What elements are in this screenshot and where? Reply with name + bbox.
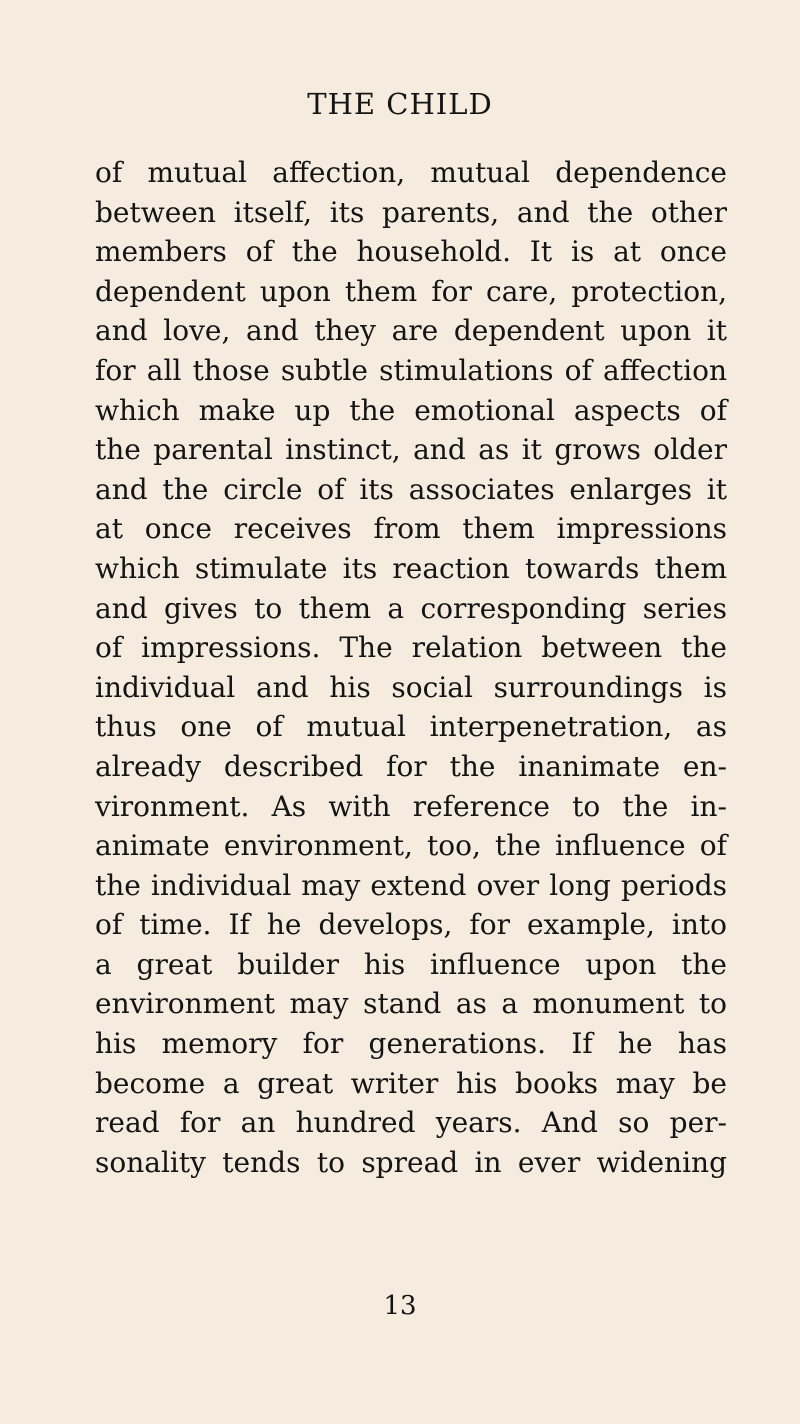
text-line: the individual may extend over long periods [95,868,727,902]
text-line: and love, and they are dependent upon it [95,314,727,348]
text-line: environment may stand as a monument to [95,987,727,1021]
text-line: of time. If he develops, for example, into [95,908,727,942]
text-line: the parental instinct, and as it grows older [95,433,727,467]
text-line: members of the household. It is at once [95,235,727,269]
text-line: read for an hundred years. And so per- [95,1106,727,1140]
page-number: 13 [383,1291,417,1321]
text-line: at once receives from them impressions [95,512,727,546]
text-line: become a great writer his books may be [95,1066,727,1100]
text-line: sonality tends to spread in ever widening [95,1145,727,1179]
text-line: vironment. As with reference to the in- [95,789,727,823]
text-line: which make up the emotional aspects of [95,393,727,427]
text-line: and the circle of its associates enlarges it [95,472,727,506]
text-line: between itself, its parents, and the other [95,195,727,229]
body-text [95,153,727,1182]
text-line: already described for the inanimate en- [95,749,727,783]
text-line: a great builder his influence upon the [95,947,727,981]
text-line: individual and his social surroundings is [95,670,727,704]
text-line: for all those subtle stimulations of affection [95,353,727,387]
text-line: which stimulate its reaction towards them [95,551,727,585]
text-line: and gives to them a corresponding series [95,591,727,625]
text-line: animate environment, too, the influence of [95,829,727,863]
text-line: his memory for generations. If he has [95,1027,727,1061]
text-line: of impressions. The relation between the [95,631,727,665]
text-line: thus one of mutual interpenetration, as [95,710,727,744]
text-line: dependent upon them for care, protection, [95,274,727,308]
running-head: THE CHILD [307,87,493,121]
text-line: of mutual affection, mutual dependence [95,156,727,189]
